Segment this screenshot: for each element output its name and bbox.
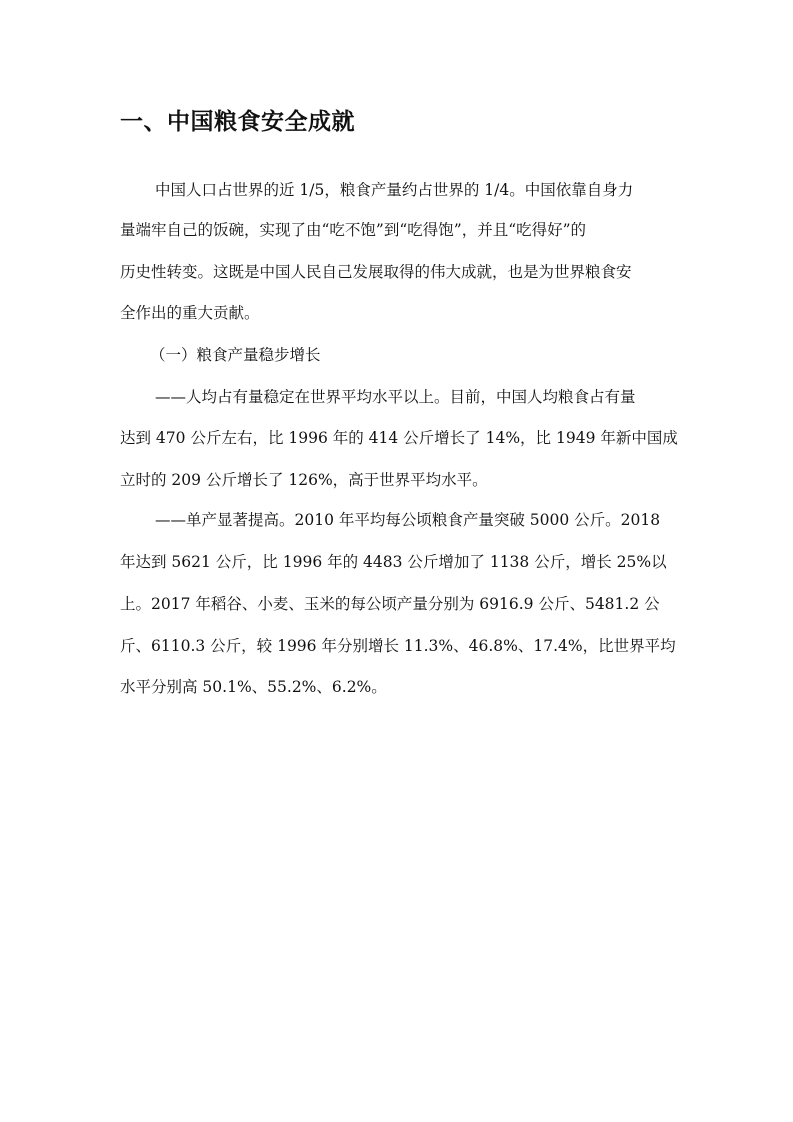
paragraph-3-line: ——单产显著提高。2010 年平均每公顷粮食产量突破 5000 公斤。2018 xyxy=(155,511,661,529)
paragraph-3-line: 上。2017 年稻谷、小麦、玉米的每公顷产量分别为 6916.9 公斤、5481.2 公 xyxy=(120,595,660,613)
paragraph-3-line: 年达到 5621 公斤，比 1996 年的 4483 公斤增加了 1138 公斤，增长 25%以 xyxy=(120,553,667,571)
paragraph-1-line: 历史性转变。这既是中国人民自己发展取得的伟大成就，也是为世界粮食安 xyxy=(120,263,632,281)
paragraph-3-line: 水平分别高 50.1%、55.2%、6.2%。 xyxy=(120,678,387,696)
paragraph-3-line: 斤、6110.3 公斤，较 1996 年分别增长 11.3%、46.8%、17.4%，比世界平均 xyxy=(120,637,676,655)
paragraph-2-line: ——人均占有量稳定在世界平均水平以上。目前，中国人均粮食占有量 xyxy=(155,388,636,406)
paragraph-2-line: 立时的 209 公斤增长了 126%，高于世界平均水平。 xyxy=(120,471,488,489)
paragraph-1-line: 全作出的重大贡献。 xyxy=(120,304,260,322)
paragraph-1-line: 中国人口占世界的近 1/5，粮食产量约占世界的 1/4。中国依靠自身力 xyxy=(155,181,634,199)
section-heading: 一、中国粮食安全成就 xyxy=(120,109,355,135)
subsection-heading: （一）粮食产量稳步增长 xyxy=(150,346,321,364)
paragraph-2-line: 达到 470 公斤左右，比 1996 年的 414 公斤增长了 14%，比 1949 年新中国成 xyxy=(120,429,678,447)
paragraph-1-line: 量端牢自己的饭碗，实现了由“吃不饱”到“吃得饱”，并且“吃得好”的 xyxy=(120,221,587,239)
